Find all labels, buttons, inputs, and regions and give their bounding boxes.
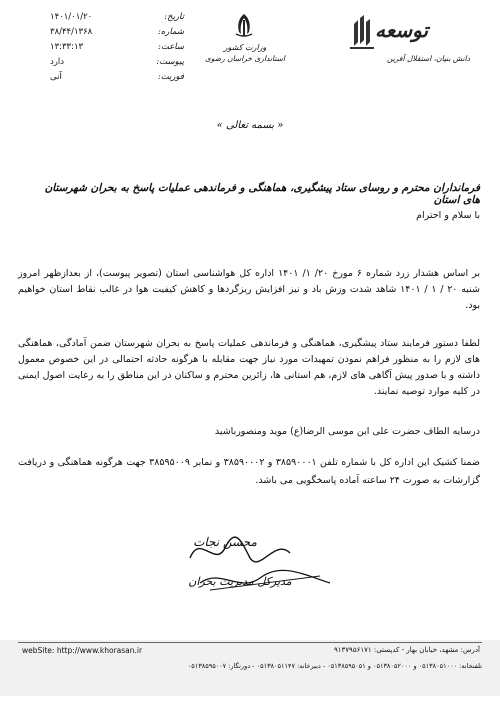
- ministry-name: وزارت کشور: [223, 43, 267, 52]
- addressee: فرمانداران محترم و روسای ستاد پیشگیری، هماهنگی و فرماندهی عملیات پاسخ به بحران شهرستان های استان: [44, 182, 480, 206]
- meta-label: شماره:: [157, 27, 184, 37]
- meta-label: پیوست:: [156, 57, 184, 67]
- signatory-name: محسن نجات: [193, 535, 257, 549]
- meta-label: فوریت:: [157, 72, 184, 82]
- greeting: با سلام و احترام: [416, 210, 480, 221]
- footer-address: آدرس: مشهد، خیابان بهار - کدپستی: ۹۱۳۷۹۵۶۱۷۱: [334, 646, 480, 654]
- meta-value: ۱۳:۳۳:۱۳: [50, 42, 84, 52]
- meta-label: تاریخ:: [164, 12, 184, 22]
- government-header: [200, 42, 290, 64]
- meta-value: ۳۸/۴۴/۱۳۶۸: [50, 27, 93, 37]
- paragraph-instructions: لطفا دستور فرمایند ستاد پیشگیری، هماهنگی و فرماندهی عملیات پاسخ به بحران شهرستان ضمن آمادگی، هماهنگی های لازم را به منظور فراهم نمودن تمهیدات مورد نیاز جهت مقابله با هرگونه حادثه احتمالی در این خصوص معمول داشته و با صدور پیش آگاهی های لازم، هم استانی ها، زائرین محترم و ساکنان در این مناطق را به رعایت اصول ایمنی در کلیه موارد توصیه نمایند.: [18, 338, 480, 397]
- brand-name: توسعه: [375, 18, 429, 42]
- meta-label: ساعت:: [158, 42, 184, 52]
- paragraph-warning: بر اساس هشدار زرد شماره ۶ مورخ ۲۰/ ۱/ ۱۴۰۱ اداره کل هواشناسی استان (تصویر پیوست)، از بعدازظهر امروز شنبه ۲۰ / ۱ / ۱۴۰۱ شاهد شدت وزش باد و نیز افزایش ریزگردها و کاهش کیفیت هوا در غالب نقاط استان خواهیم بود.: [18, 268, 480, 311]
- brand-logo-icon: [348, 14, 376, 50]
- meta-date: [34, 10, 184, 25]
- footer-phones: تلفنخانه: ۰۵۱۳۸۰۵۱۰۰۰ و ۰۵۱۳۸۰۵۲۰۰۰ و ۰۵۱۳۸۵۹۵۰۵۱ - دبیرخانه: ۰۵۱۳۸۰۵۱۱۴۷ - دورنگار: ۰۵۱۳۸۵۹۵۰۰۷: [187, 662, 482, 670]
- meta-value: ۱۴۰۱/۰۱/۲۰: [50, 12, 93, 22]
- meta-number: [34, 25, 184, 40]
- meta-value: آنی: [50, 72, 62, 82]
- meta-urgency: [34, 70, 184, 85]
- paragraph-closing: درسایه الطاف حضرت علی ابن موسی الرضا(ع) موید ومنصورباشید: [214, 426, 480, 437]
- iran-emblem-icon: [233, 12, 255, 38]
- signatory-title: مدیرکل مدیریت بحران: [188, 575, 292, 588]
- meta-value: دارد: [50, 57, 65, 67]
- footer-divider: [18, 642, 482, 643]
- footer-website: webSite: http://www.khorasan.ir: [22, 646, 143, 655]
- meta-time: [34, 40, 184, 55]
- meta-attachment: [34, 55, 184, 70]
- letter-meta: [34, 10, 184, 85]
- brand-tagline: دانش بنیان، استقلال آفرین: [386, 54, 470, 63]
- paragraph-contact: ضمنا کشیک این اداره کل با شماره تلفن ۳۸۵۹۰۰۰۱ و ۳۸۵۹۰۰۰۲ و نمابر ۳۸۵۹۵۰۰۹ جهت هرگونه هماهنگی و دریافت گزارشات به صورت ۲۴ ساعته آماده پاسخگویی می باشد.: [18, 457, 480, 486]
- basmala: « بسمه تعالی »: [216, 120, 284, 131]
- province-office-name: استانداری خراسان رضوی: [205, 54, 285, 63]
